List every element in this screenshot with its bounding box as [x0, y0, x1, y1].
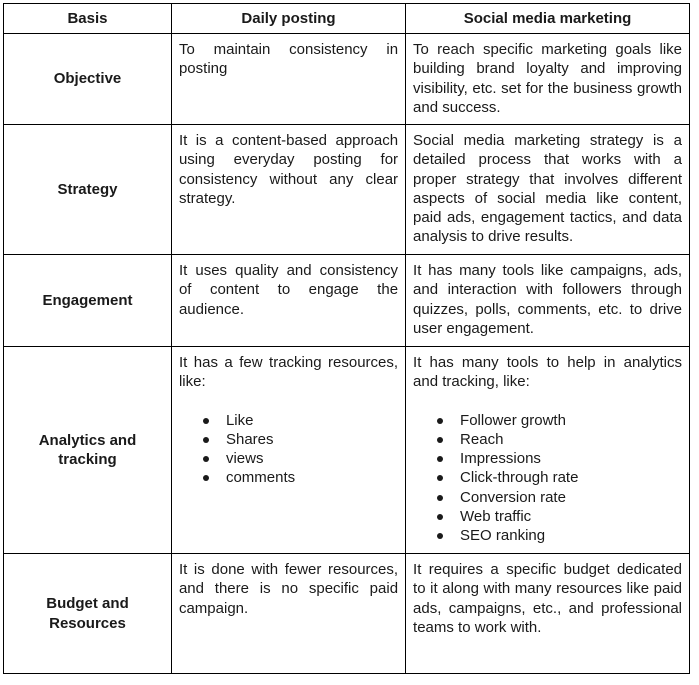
header-row: [4, 4, 690, 34]
row-smm: Social media marketing strategy is a detailed process that works with a proper strategy that involves different aspects of social media like content, paid ads, engagement tactics, and data analysis to drive results.: [406, 125, 690, 255]
list-item: Conversion rate: [460, 488, 682, 507]
list-item: Reach: [460, 430, 682, 449]
list-item: SEO ranking: [460, 526, 682, 545]
list-item: Click-through rate: [460, 468, 682, 487]
table-row: [4, 554, 690, 674]
smm-tracking-list: [413, 411, 682, 546]
list-item: views: [226, 449, 398, 468]
row-daily: To maintain consistency in posting: [171, 34, 405, 125]
row-basis: Budget and Resources: [4, 554, 172, 674]
list-item: Impressions: [460, 449, 682, 468]
table-row: [4, 255, 690, 347]
row-basis: Strategy: [4, 125, 172, 255]
table-row: [4, 125, 690, 255]
list-item: comments: [226, 468, 398, 487]
list-item: Shares: [226, 430, 398, 449]
table-row: [4, 34, 690, 125]
row-daily: It is a content-based approach using everyday posting for consistency without any clear strategy.: [171, 125, 405, 255]
header-daily-posting: Daily posting: [171, 4, 405, 34]
table-row: [4, 347, 690, 554]
row-daily: [171, 347, 405, 554]
list-item: Web traffic: [460, 507, 682, 526]
list-item: Like: [226, 411, 398, 430]
row-daily: It uses quality and consistency of content to engage the audience.: [171, 255, 405, 347]
header-social-media-marketing: Social media marketing: [406, 4, 690, 34]
header-basis: Basis: [4, 4, 172, 34]
row-daily: It is done with fewer resources, and there is no specific paid campaign.: [171, 554, 405, 674]
list-item: Follower growth: [460, 411, 682, 430]
row-smm: To reach specific marketing goals like building brand loyalty and improving visibility, etc. set for the business growth and success.: [406, 34, 690, 125]
row-daily-intro: It has a few tracking resources, like:: [178, 354, 399, 391]
row-smm: [406, 347, 690, 554]
daily-tracking-list: [179, 411, 398, 488]
row-basis: Engagement: [4, 255, 172, 347]
row-smm: It requires a specific budget dedicated to it along with many resources like paid ads, campaigns, etc., and professional teams to work with.: [406, 554, 690, 674]
row-basis: Analytics and tracking: [4, 347, 172, 554]
comparison-table: [3, 3, 690, 674]
row-smm: It has many tools like campaigns, ads, and interaction with followers through quizzes, polls, comments, etc. to drive user engagement.: [406, 255, 690, 347]
row-smm-intro: It has many tools to help in analytics and tracking, like:: [413, 354, 682, 391]
row-basis: Objective: [4, 34, 172, 125]
